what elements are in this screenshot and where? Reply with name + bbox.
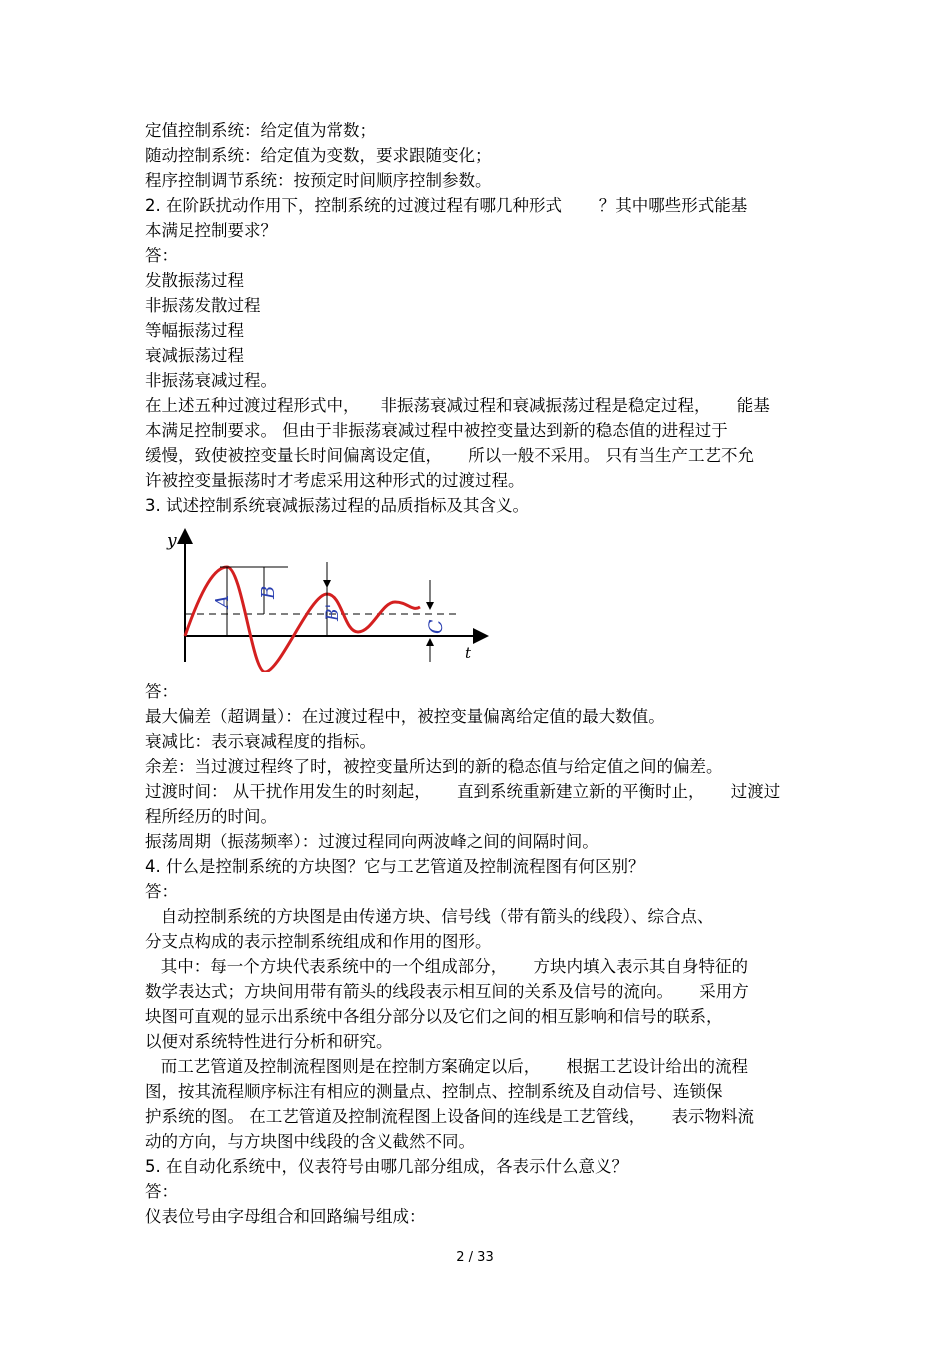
text-line: 在上述五种过渡过程形式中， 非振荡衰减过程和衰减振荡过程是稳定过程， 能基 bbox=[145, 396, 770, 415]
text-line: 衰减振荡过程 bbox=[145, 346, 244, 365]
y-axis-label: y bbox=[167, 531, 177, 551]
text-line: 2. 在阶跃扰动作用下，控制系统的过渡过程有哪几种形式 ？其中哪些形式能基 bbox=[145, 196, 748, 215]
text-line: 定值控制系统：给定值为常数； bbox=[145, 121, 376, 140]
text-line: 答： bbox=[145, 882, 178, 901]
text-line: 许被控变量振荡时才考虑采用这种形式的过渡过程。 bbox=[145, 471, 525, 490]
text-line: 仪表位号由字母组合和回路编号组成： bbox=[145, 1207, 426, 1226]
text-line: 答： bbox=[145, 246, 178, 265]
text-line: 块图可直观的显示出系统中各组分部分以及它们之间的相互影响和信号的联系， bbox=[145, 1007, 723, 1026]
text-line: 过渡时间： 从干扰作用发生的时刻起， 直到系统重新建立新的平衡时止， 过渡过 bbox=[145, 782, 781, 801]
label-c: C bbox=[425, 619, 447, 634]
transition-curve-diagram bbox=[160, 522, 490, 672]
page-number: 2 / 33 bbox=[456, 1250, 494, 1265]
label-b-prime: B' bbox=[323, 603, 343, 621]
text-line: 缓慢，致使被控变量长时间偏离设定值， 所以一般不采用。 只有当生产工艺不允 bbox=[145, 446, 754, 465]
text-line: 3. 试述控制系统衰减振荡过程的品质指标及其含义。 bbox=[145, 496, 529, 515]
text-line: 最大偏差（超调量）：在过渡过程中，被控变量偏离给定值的最大数值。 bbox=[145, 707, 665, 726]
text-line: 衰减比：表示衰减程度的指标。 bbox=[145, 732, 376, 751]
text-line: 分支点构成的表示控制系统组成和作用的图形。 bbox=[145, 932, 492, 951]
label-a: A bbox=[212, 595, 233, 608]
text-line: 护系统的图。 在工艺管道及控制流程图上设备间的连线是工艺管线， 表示物料流 bbox=[145, 1107, 754, 1126]
text-line: 答： bbox=[145, 1182, 178, 1201]
text-line: 等幅振荡过程 bbox=[145, 321, 244, 340]
text-line: 本满足控制要求？ bbox=[145, 221, 277, 240]
text-line: 余差：当过渡过程终了时，被控变量所达到的新的稳态值与给定值之间的偏差。 bbox=[145, 757, 723, 776]
text-line: 本满足控制要求。 但由于非振荡衰减过程中被控变量达到新的稳态值的进程过于 bbox=[145, 421, 728, 440]
text-line: 随动控制系统：给定值为变数，要求跟随变化； bbox=[145, 146, 492, 165]
text-line: 数学表达式；方块间用带有箭头的线段表示相互间的关系及信号的流向。 采用方 bbox=[145, 982, 749, 1001]
t-axis-label: t bbox=[465, 644, 472, 662]
text-line: 以便对系统特性进行分析和研究。 bbox=[145, 1032, 393, 1051]
text-line: 自动控制系统的方块图是由传递方块、信号线（带有箭头的线段）、综合点、 bbox=[145, 907, 714, 926]
text-line: 4. 什么是控制系统的方块图？它与工艺管道及控制流程图有何区别？ bbox=[145, 857, 645, 876]
text-line: 动的方向，与方块图中线段的含义截然不同。 bbox=[145, 1132, 475, 1151]
text-line: 程所经历的时间。 bbox=[145, 807, 277, 826]
text-line: 其中：每一个方块代表系统中的一个组成部分， 方块内填入表示其自身特征的 bbox=[145, 957, 748, 976]
text-line: 发散振荡过程 bbox=[145, 271, 244, 290]
text-line: 5. 在自动化系统中，仪表符号由哪几部分组成，各表示什么意义？ bbox=[145, 1157, 628, 1176]
text-line: 非振荡发散过程 bbox=[145, 296, 261, 315]
text-line: 非振荡衰减过程。 bbox=[145, 371, 277, 390]
text-line: 图，按其流程顺序标注有相应的测量点、控制点、控制系统及自动信号、连锁保 bbox=[145, 1082, 723, 1101]
text-line: 振荡周期（振荡频率）：过渡过程同向两波峰之间的间隔时间。 bbox=[145, 832, 599, 851]
label-b: B bbox=[258, 585, 279, 599]
text-line: 而工艺管道及控制流程图则是在控制方案确定以后， 根据工艺设计给出的流程 bbox=[145, 1057, 748, 1076]
text-line: 程序控制调节系统：按预定时间顺序控制参数。 bbox=[145, 171, 492, 190]
decay-oscillation-figure bbox=[160, 522, 490, 672]
text-line: 答： bbox=[145, 682, 178, 701]
response-curve bbox=[185, 567, 420, 672]
